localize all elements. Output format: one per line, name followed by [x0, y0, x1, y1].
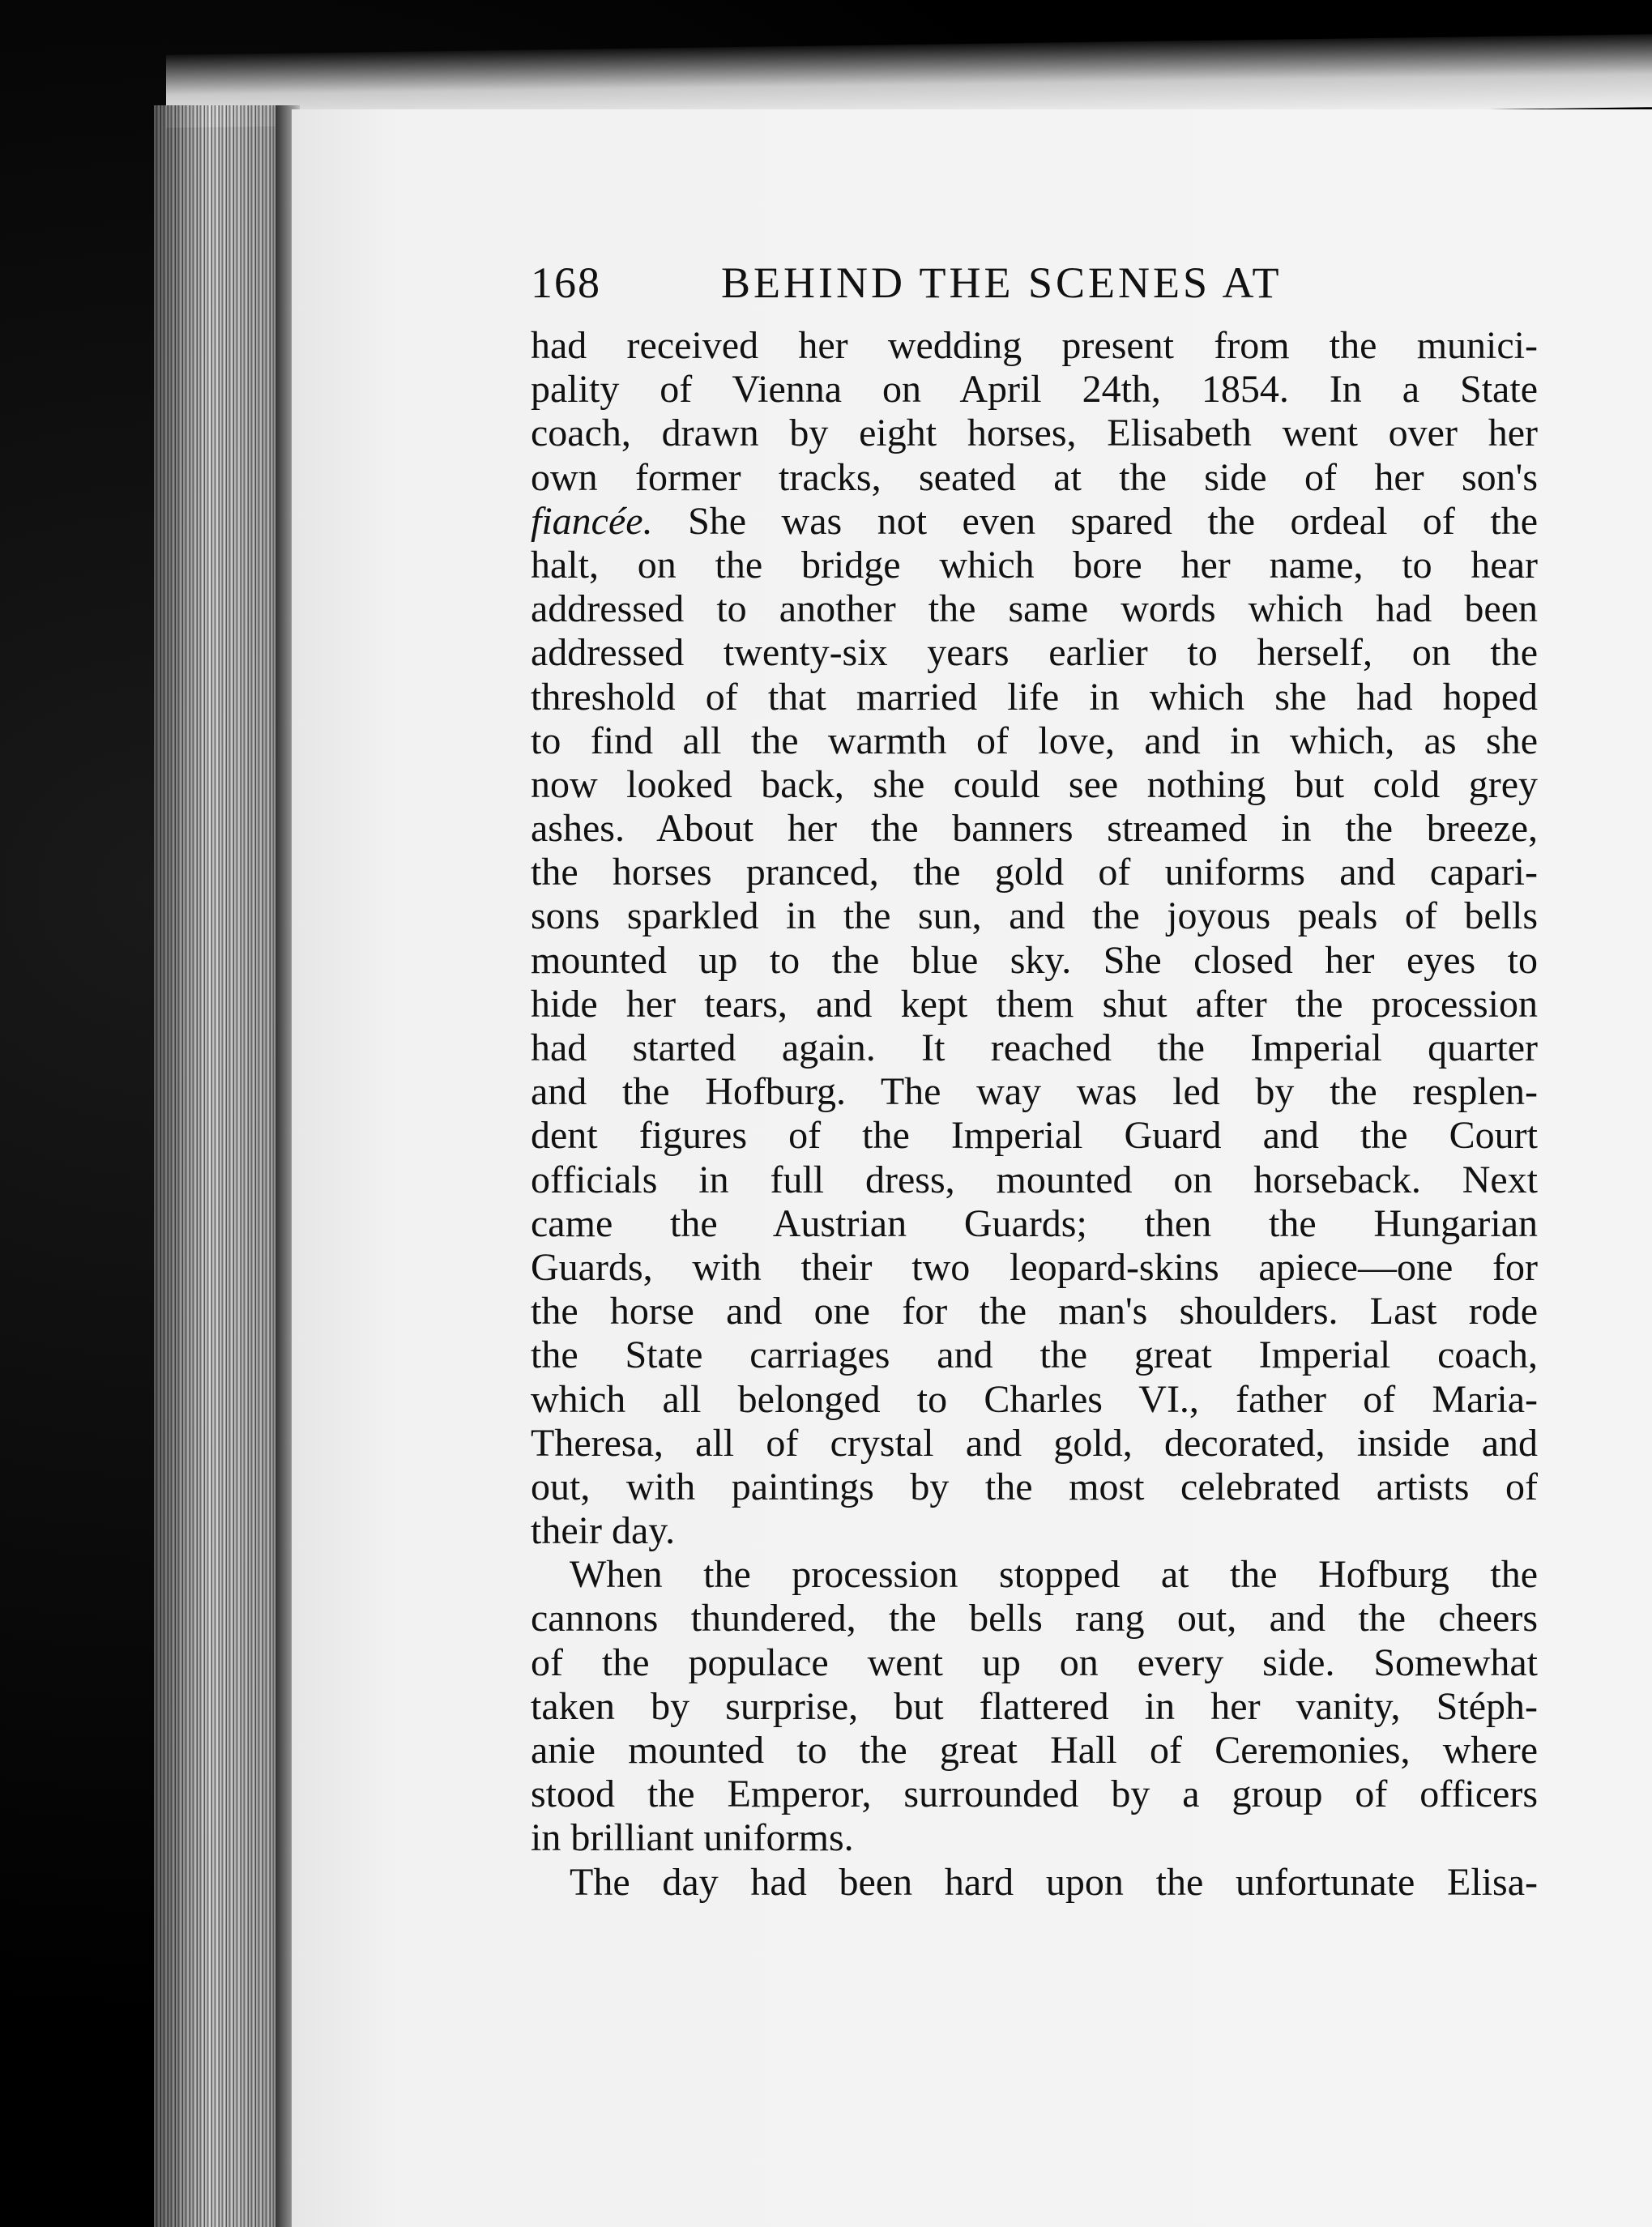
book-page-edges: [154, 105, 292, 2227]
text-line: sons sparkled in the sun, and the joyous peals of bells: [531, 894, 1538, 938]
body-text: [531, 324, 1538, 1905]
page-number: 168: [531, 258, 601, 307]
text-line: Theresa, all of crystal and gold, decorated, inside and: [531, 1421, 1538, 1465]
text-line: anie mounted to the great Hall of Ceremonies, where: [531, 1729, 1538, 1772]
text-line: the State carriages and the great Imperial coach,: [531, 1333, 1538, 1377]
italic-word: fiancée.: [531, 499, 653, 543]
text-line: dent figures of the Imperial Guard and the Court: [531, 1114, 1538, 1158]
text-line: Guards, with their two leopard-skins apiece—one for: [531, 1245, 1538, 1289]
paragraph-3: [531, 1861, 1538, 1905]
text-line: their day.: [531, 1509, 676, 1553]
paragraph-2: [531, 1553, 1538, 1860]
text-line: [531, 500, 1538, 544]
text-line: halt, on the bridge which bore her name, to hear: [531, 543, 1538, 587]
text-line: the horse and one for the man's shoulders. Last rode: [531, 1290, 1538, 1333]
text-line: out, with paintings by the most celebrated artists of: [531, 1465, 1538, 1508]
text-line: had received her wedding present from the munici-: [531, 324, 1538, 367]
text-line: ashes. About her the banners streamed in the breeze,: [531, 807, 1538, 851]
running-head: [531, 258, 1381, 314]
text-line: now looked back, she could see nothing but cold grey: [531, 762, 1538, 806]
text-line: which all belonged to Charles VI., father of Maria-: [531, 1377, 1538, 1421]
text-line: hide her tears, and kept them shut after the procession: [531, 982, 1538, 1026]
text-line: cannons thundered, the bells rang out, and the cheers: [531, 1597, 1538, 1640]
text-line: stood the Emperor, surrounded by a group of officers: [531, 1773, 1538, 1816]
paragraph-1: [531, 324, 1538, 1553]
text-line: officials in full dress, mounted on horseback. Next: [531, 1158, 1538, 1201]
text-line: taken by surprise, but flattered in her vanity, Stéph-: [531, 1684, 1538, 1728]
text-line: the horses pranced, the gold of uniforms and capari-: [531, 851, 1538, 894]
text-line: coach, drawn by eight horses, Elisabeth went over her: [531, 412, 1538, 455]
text-line: in brilliant uniforms.: [531, 1816, 854, 1860]
text-line: to find all the warmth of love, and in which, as she: [531, 719, 1538, 762]
text-line: and the Hofburg. The way was led by the resplen-: [531, 1070, 1538, 1114]
text-line: When the procession stopped at the Hofburg the: [570, 1553, 1538, 1597]
text-line: mounted up to the blue sky. She closed her eyes to: [531, 938, 1538, 982]
text-line: threshold of that married life in which she had hoped: [531, 675, 1538, 719]
running-title: BEHIND THE SCENES AT: [721, 258, 1283, 307]
text-line: came the Austrian Guards; then the Hungarian: [531, 1201, 1538, 1245]
text-line: The day had been hard upon the unfortunate Elisa-: [570, 1860, 1538, 1904]
text-line-rest: She was not even spared the ordeal of the: [652, 499, 1538, 543]
text-line: own former tracks, seated at the side of her son's: [531, 455, 1538, 499]
text-line: addressed to another the same words which had been: [531, 587, 1538, 631]
text-line: addressed twenty-six years earlier to herself, on the: [531, 631, 1538, 675]
text-line: had started again. It reached the Imperial quarter: [531, 1026, 1538, 1069]
text-line: pality of Vienna on April 24th, 1854. In a State: [531, 368, 1538, 412]
text-line: of the populace went up on every side. Somewhat: [531, 1640, 1538, 1684]
